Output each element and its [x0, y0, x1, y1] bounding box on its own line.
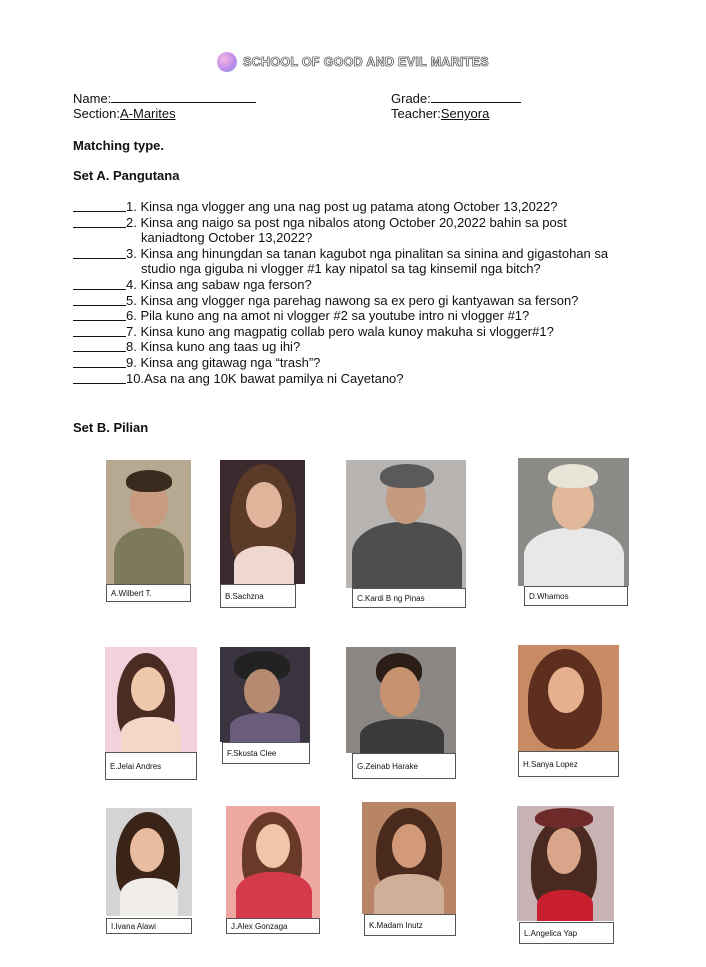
person-photo	[105, 647, 197, 752]
grade-blank[interactable]	[431, 90, 521, 103]
answer-blank[interactable]	[73, 324, 126, 337]
question-item: 3. Kinsa ang hinungdan sa tanan kagubot nga pinalitan sa sinina and gigastohan sa	[73, 246, 673, 262]
person-photo	[220, 647, 310, 742]
person-photo	[362, 802, 456, 914]
choice-card	[220, 460, 305, 610]
teacher-field	[391, 106, 489, 121]
choice-card	[346, 460, 466, 610]
question-item: 9. Kinsa ang gitawag nga “trash”?	[73, 355, 673, 371]
choice-label: D.Whamos	[524, 586, 628, 606]
question-continuation: kaniadtong October 13,2022?	[141, 230, 313, 246]
question-item: 5. Kinsa ang vlogger nga parehag nawong sa ex pero gi kantyawan sa ferson?	[73, 293, 673, 309]
question-list	[73, 199, 673, 386]
person-photo	[346, 460, 466, 588]
section-label: Section:	[73, 106, 120, 121]
person-photo	[346, 647, 456, 753]
section-value: A-Marites	[119, 106, 176, 121]
teacher-value: Senyora	[440, 106, 490, 121]
matching-type-heading: Matching type.	[73, 138, 165, 153]
choice-label: L.Angelica Yap	[519, 922, 614, 944]
choice-card	[105, 647, 197, 780]
section-field	[73, 106, 176, 121]
grade-field	[391, 90, 521, 106]
question-item: 8. Kinsa kuno ang taas ug ihi?	[73, 339, 673, 355]
answer-blank[interactable]	[73, 355, 126, 368]
person-photo	[517, 806, 614, 921]
answer-blank[interactable]	[73, 308, 126, 321]
choice-label: H.Sanya Lopez	[518, 751, 619, 777]
choice-label: K.Madam Inutz	[364, 914, 456, 936]
person-photo	[106, 808, 192, 916]
set-a-heading: Set A. Pangutana	[73, 168, 180, 183]
question-item: 6. Pila kuno ang na amot ni vlogger #2 sa youtube intro ni vlogger #1?	[73, 308, 673, 324]
answer-blank[interactable]	[73, 371, 126, 384]
teacher-label: Teacher:	[391, 106, 441, 121]
choice-label: I.Ivana Alawi	[106, 918, 192, 934]
answer-blank[interactable]	[73, 199, 126, 212]
choice-card	[106, 808, 192, 938]
name-label: Name:	[73, 91, 112, 106]
choice-card	[517, 806, 614, 946]
choice-card	[518, 458, 629, 608]
choice-card	[362, 802, 456, 938]
question-item: 7. Kinsa kuno ang magpatig collab pero wala kunoy makuha si vlogger#1?	[73, 324, 673, 340]
person-photo	[518, 458, 629, 586]
choice-card	[106, 460, 191, 610]
school-logo-icon	[217, 52, 237, 72]
question-item: 2. Kinsa ang naigo sa post nga nibalos atong October 20,2022 bahin sa post	[73, 215, 673, 231]
choice-card	[518, 645, 619, 778]
choice-label: E.Jelai Andres	[105, 752, 197, 780]
school-header	[0, 52, 706, 72]
choice-card	[346, 647, 456, 780]
choice-card	[220, 647, 310, 767]
choice-label: B.Sachzna	[220, 584, 296, 608]
choice-label: C.Kardi B ng Pinas	[352, 588, 466, 608]
person-photo	[220, 460, 305, 584]
answer-blank[interactable]	[73, 293, 126, 306]
question-item: 10.Asa na ang 10K bawat pamilya ni Cayetano?	[73, 371, 673, 387]
answer-blank[interactable]	[73, 277, 126, 290]
answer-blank[interactable]	[73, 339, 126, 352]
person-photo	[226, 806, 320, 918]
school-name: SCHOOL OF GOOD AND EVIL MARITES	[243, 55, 489, 69]
choice-label: F.Skusta Clee	[222, 742, 310, 764]
name-blank[interactable]	[111, 90, 256, 103]
person-photo	[106, 460, 191, 584]
question-item: 1. Kinsa nga vlogger ang una nag post ug patama atong October 13,2022?	[73, 199, 673, 215]
choice-label: G.Zeinab Harake	[352, 753, 456, 779]
question-continuation: studio nga giguba ni vlogger #1 kay nipatol sa tag kinsemil nga bitch?	[141, 261, 541, 277]
answer-blank[interactable]	[73, 246, 126, 259]
answer-blank[interactable]	[73, 215, 126, 228]
set-b-heading: Set B. Pilian	[73, 420, 149, 435]
person-photo	[518, 645, 619, 751]
question-item: 4. Kinsa ang sabaw nga ferson?	[73, 277, 673, 293]
choice-card	[226, 806, 320, 936]
choice-label: A.Wilbert T.	[106, 584, 191, 602]
name-field	[73, 90, 256, 106]
grade-label: Grade:	[391, 91, 431, 106]
choice-label: J.Alex Gonzaga	[226, 918, 320, 934]
